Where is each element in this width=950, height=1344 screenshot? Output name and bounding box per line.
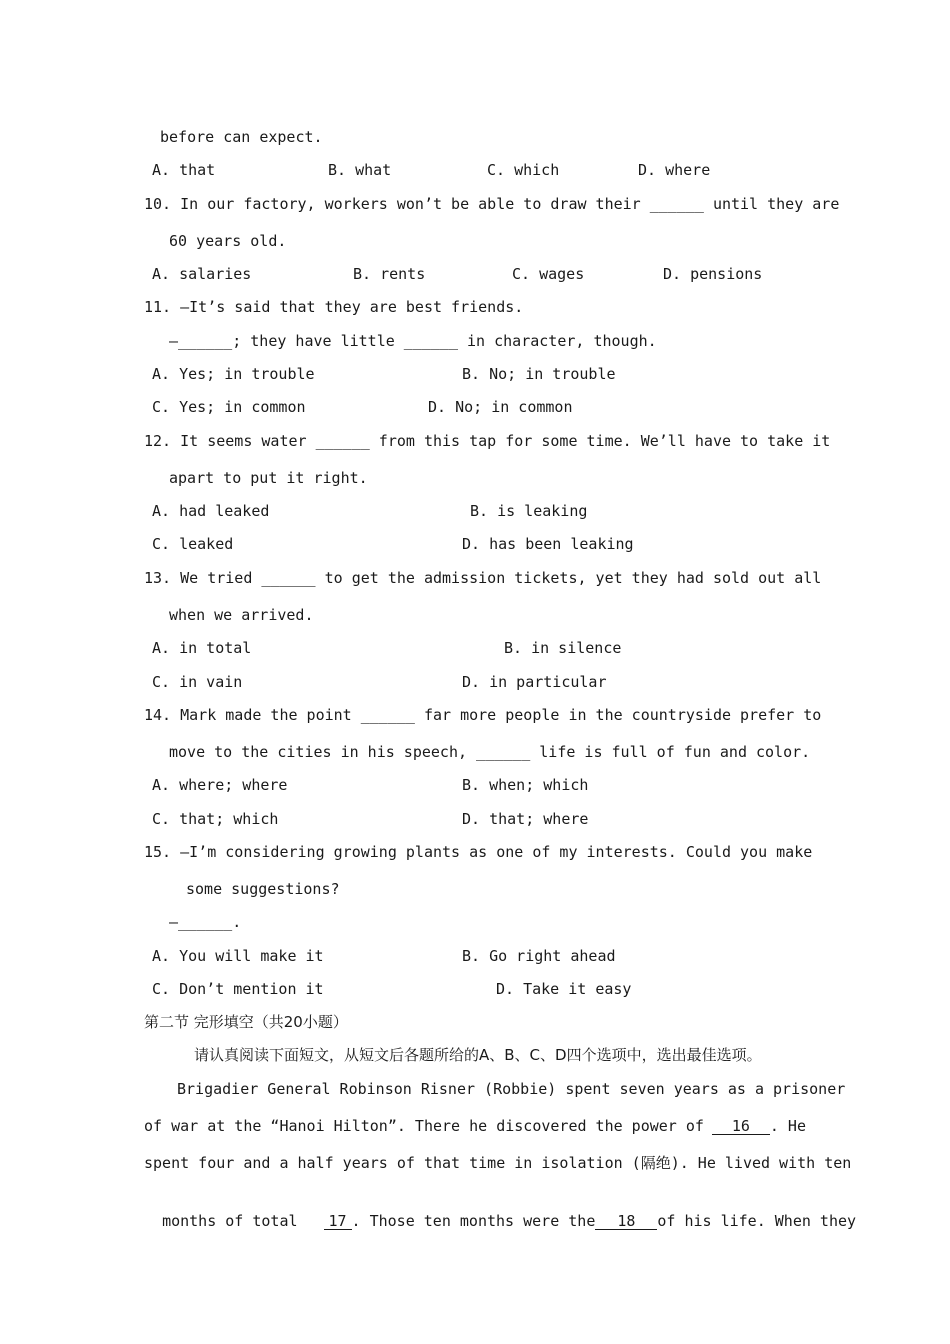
q13-option-a: A. in total (152, 639, 252, 657)
q13-option-d: D. in particular (462, 673, 607, 691)
q15-continuation: some suggestions? (186, 880, 340, 898)
section-instruction: 请认真阅读下面短文，从短文后各题所给的A、B、C、D四个选项中，选出最佳选项。 (194, 1046, 762, 1064)
q9-option-d: D. where (638, 161, 711, 179)
q15-option-c: C. Don’t mention it (152, 980, 324, 998)
q13-stem: 13. We tried ______ to get the admission tickets, yet they had sold out all (144, 569, 822, 587)
passage-line-2 (144, 1116, 806, 1136)
q14-option-c: C. that; which (152, 810, 279, 828)
q12-option-c: C. leaked (152, 535, 234, 553)
q15-option-a: A. You will make it (152, 947, 324, 965)
q14-continuation: move to the cities in his speech, ______ life is full of fun and color. (169, 743, 811, 761)
q14-option-b: B. when; which (462, 776, 589, 794)
q13-option-c: C. in vain (152, 673, 243, 691)
q10-continuation: 60 years old. (169, 232, 287, 250)
q11-option-d: D. No; in common (428, 398, 573, 416)
q9-option-b: B. what (328, 161, 392, 179)
q15-option-d: D. Take it easy (496, 980, 632, 998)
q10-option-d: D. pensions (663, 265, 763, 283)
passage-line-4-mid: . Those ten months were the (351, 1212, 596, 1230)
q11-option-c: C. Yes; in common (152, 398, 306, 416)
q15-stem: 15. —I’m considering growing plants as one of my interests. Could you make (144, 843, 813, 861)
passage-line-3: spent four and a half years of that time in isolation (隔绝). He lived with ten (144, 1154, 852, 1172)
passage-line-2-end (712, 1116, 806, 1136)
blank-17[interactable]: 17 (324, 1212, 352, 1230)
section-title: 第二节 完形填空（共20小题） (144, 1013, 348, 1031)
q10-option-b: B. rents (353, 265, 426, 283)
q12-option-d: D. has been leaking (462, 535, 634, 553)
q13-continuation: when we arrived. (169, 606, 314, 624)
q14-stem: 14. Mark made the point ______ far more people in the countryside prefer to (144, 706, 822, 724)
q9-option-a: A. that (152, 161, 216, 179)
q11-option-a: A. Yes; in trouble (152, 365, 315, 383)
q12-continuation: apart to put it right. (169, 469, 368, 487)
passage-line-1: Brigadier General Robinson Risner (Robbie) spent seven years as a prisoner (177, 1080, 846, 1098)
q12-option-a: A. had leaked (152, 502, 270, 520)
q11-option-b: B. No; in trouble (462, 365, 616, 383)
q10-option-c: C. wages (512, 265, 585, 283)
q10-stem: 10. In our factory, workers won’t be able to draw their ______ until they are (144, 195, 840, 213)
passage-line-4 (144, 1191, 856, 1231)
q9-continuation: before can expect. (160, 128, 323, 146)
q14-option-a: A. where; where (152, 776, 288, 794)
q13-option-b: B. in silence (504, 639, 622, 657)
q15-reply: —______. (169, 913, 242, 931)
q12-stem: 12. It seems water ______ from this tap for some time. We’ll have to take it (144, 432, 831, 450)
q11-stem: 11. —It’s said that they are best friends. (144, 298, 524, 316)
passage-line-4-text: months of total (162, 1212, 298, 1230)
passage-line-2-text: of war at the “Hanoi Hilton”. There he discovered the power of (144, 1117, 704, 1135)
q14-option-d: D. that; where (462, 810, 589, 828)
blank-16[interactable]: 16 (712, 1117, 770, 1135)
q12-option-b: B. is leaking (470, 502, 588, 520)
q9-option-c: C. which (487, 161, 560, 179)
passage-line-2-tail: . He (769, 1117, 806, 1135)
q15-option-b: B. Go right ahead (462, 947, 616, 965)
q10-option-a: A. salaries (152, 265, 252, 283)
passage-line-4-tail: of his life. When they (657, 1212, 857, 1230)
blank-18[interactable]: 18 (595, 1212, 657, 1230)
q11-continuation: —______; they have little ______ in character, though. (169, 332, 657, 350)
